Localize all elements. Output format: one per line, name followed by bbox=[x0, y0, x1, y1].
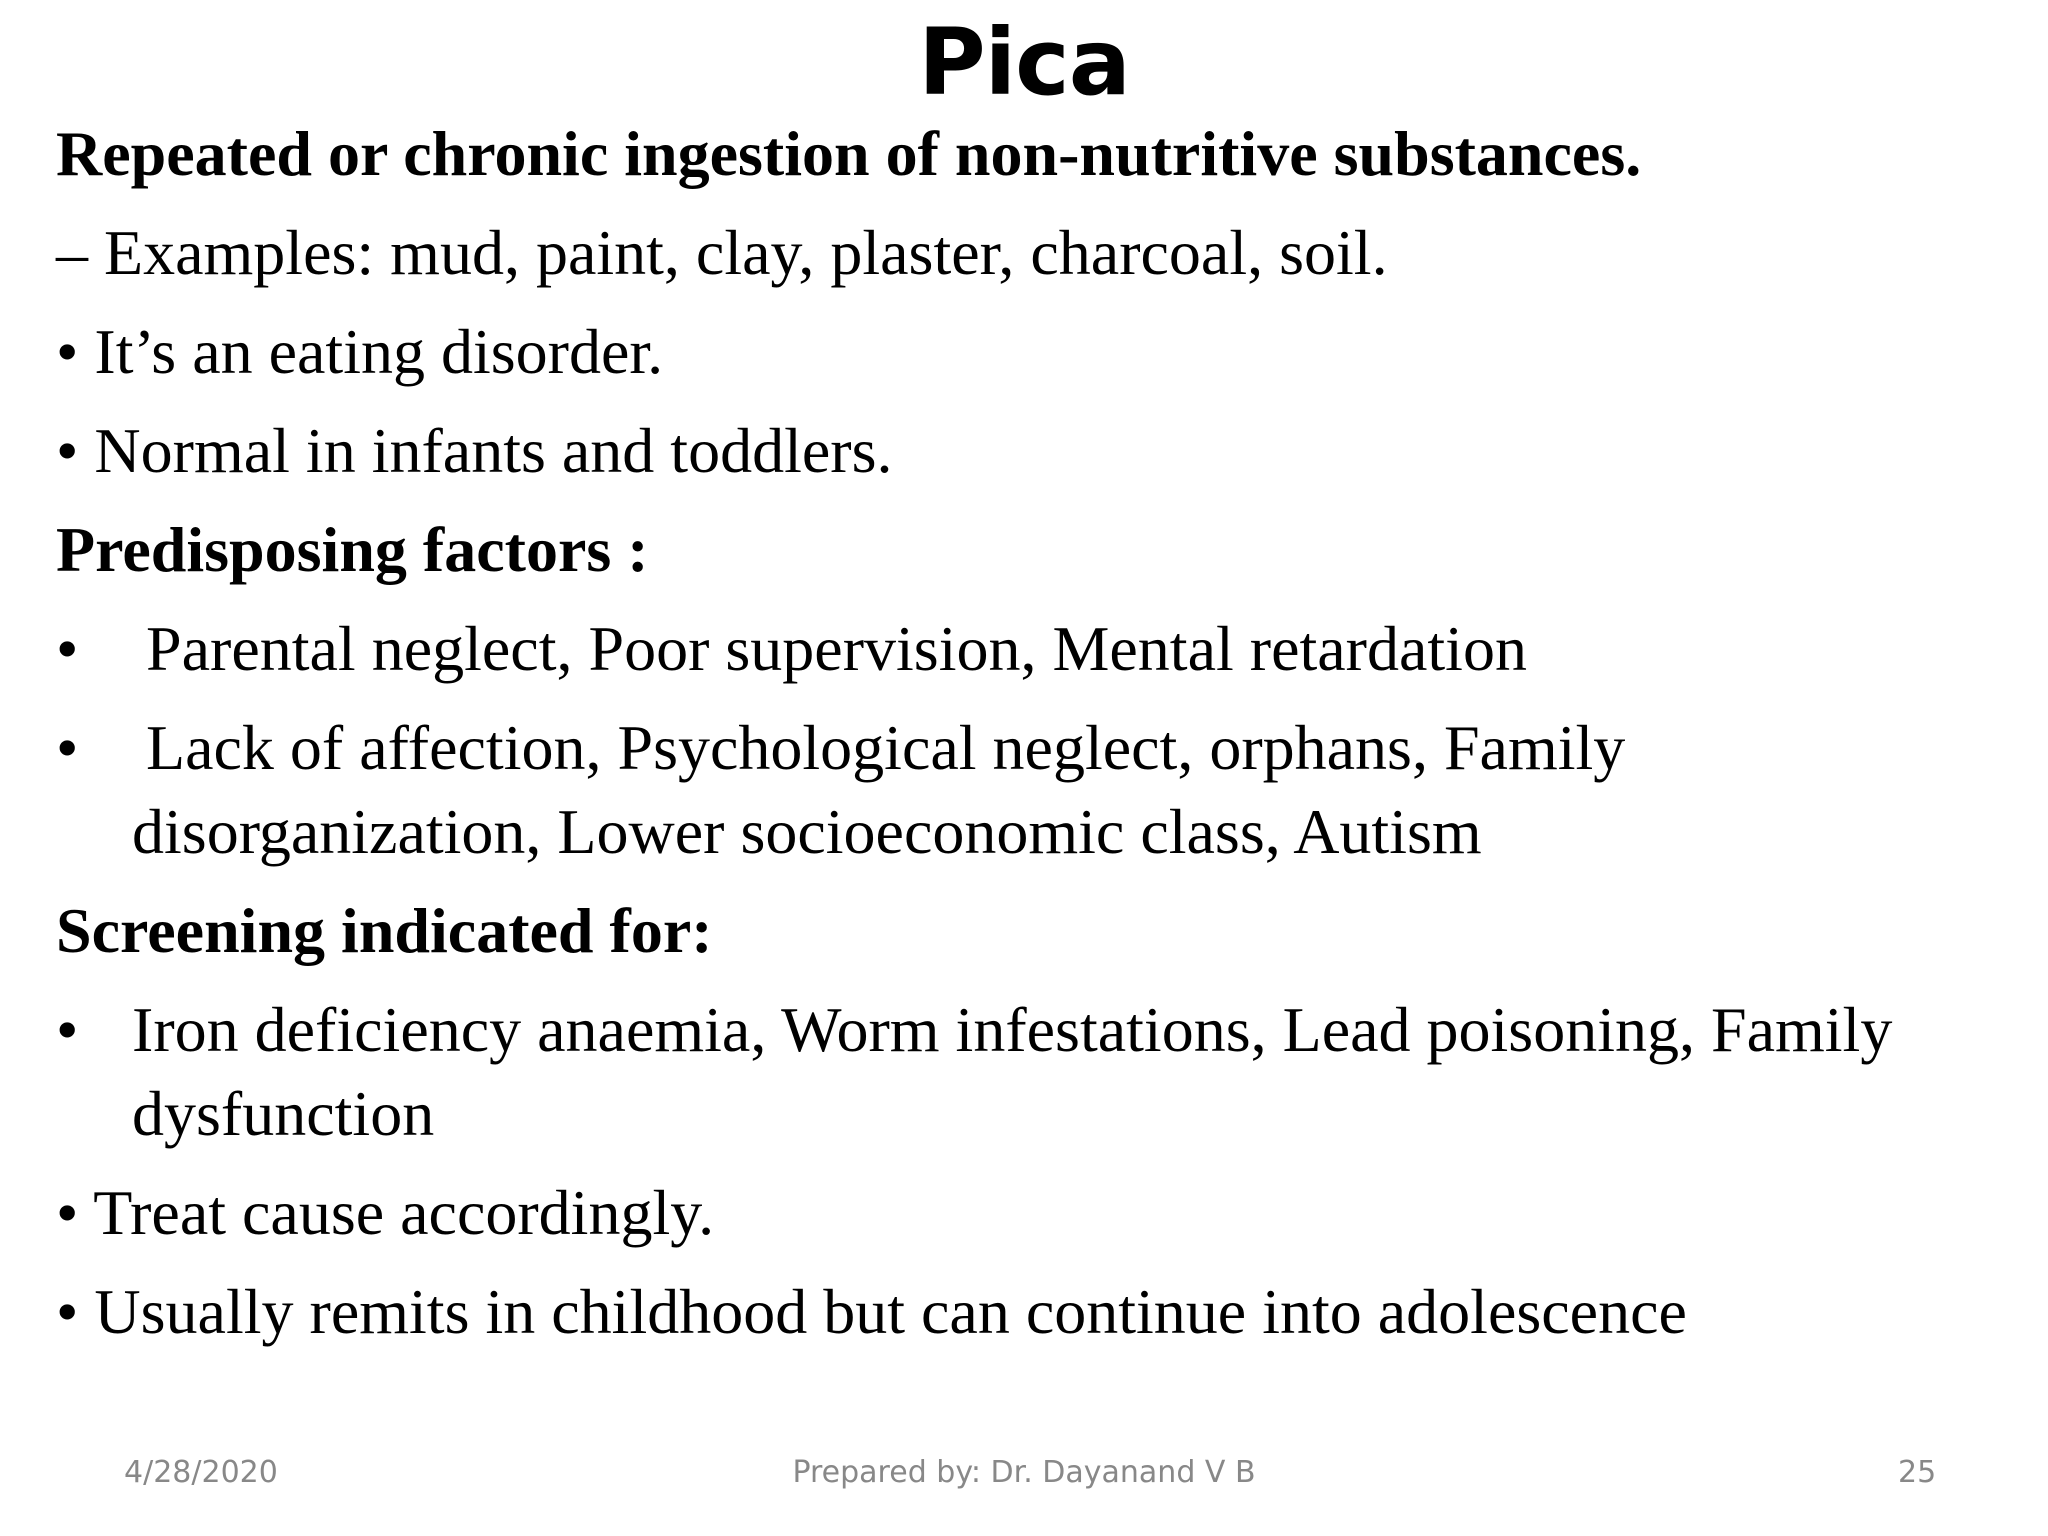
screening-item-text: Iron deficiency anaemia, Worm infestations, Lead poisoning, Family bbox=[132, 994, 1893, 1065]
footer-author: Prepared by: Dr. Dayanand V B bbox=[792, 1455, 1256, 1490]
definition-text: Repeated or chronic ingestion of non-nutritive substances. bbox=[56, 118, 1642, 189]
bullet-icon: • bbox=[56, 712, 79, 783]
slide-title: Pica bbox=[918, 9, 1130, 116]
bullet-icon: • bbox=[56, 613, 79, 684]
footer-date: 4/28/2020 bbox=[124, 1455, 278, 1490]
bullet-icon: • bbox=[56, 994, 79, 1065]
predisposing-heading: Predisposing factors : bbox=[56, 514, 649, 585]
closing-point: • Treat cause accordingly. bbox=[56, 1177, 715, 1248]
predisposing-item-text: Lack of affection, Psychological neglect, orphans, Family bbox=[146, 712, 1626, 783]
predisposing-item bbox=[56, 706, 2046, 874]
screening-item bbox=[56, 988, 2046, 1156]
screening-item-text-continued: dysfunction bbox=[132, 1078, 435, 1149]
screening-heading: Screening indicated for: bbox=[56, 895, 713, 966]
examples-text: – Examples: mud, paint, clay, plaster, charcoal, soil. bbox=[56, 217, 1388, 288]
intro-point: • Normal in infants and toddlers. bbox=[56, 415, 893, 486]
predisposing-item-text-continued: disorganization, Lower socioeconomic class, Autism bbox=[132, 796, 1482, 867]
closing-point: • Usually remits in childhood but can continue into adolescence bbox=[56, 1276, 1687, 1347]
predisposing-item bbox=[56, 607, 2046, 691]
page-number: 25 bbox=[1898, 1455, 1937, 1490]
slide-body bbox=[56, 112, 2046, 1369]
predisposing-item-text: Parental neglect, Poor supervision, Mental retardation bbox=[146, 613, 1527, 684]
intro-point: • It’s an eating disorder. bbox=[56, 316, 664, 387]
